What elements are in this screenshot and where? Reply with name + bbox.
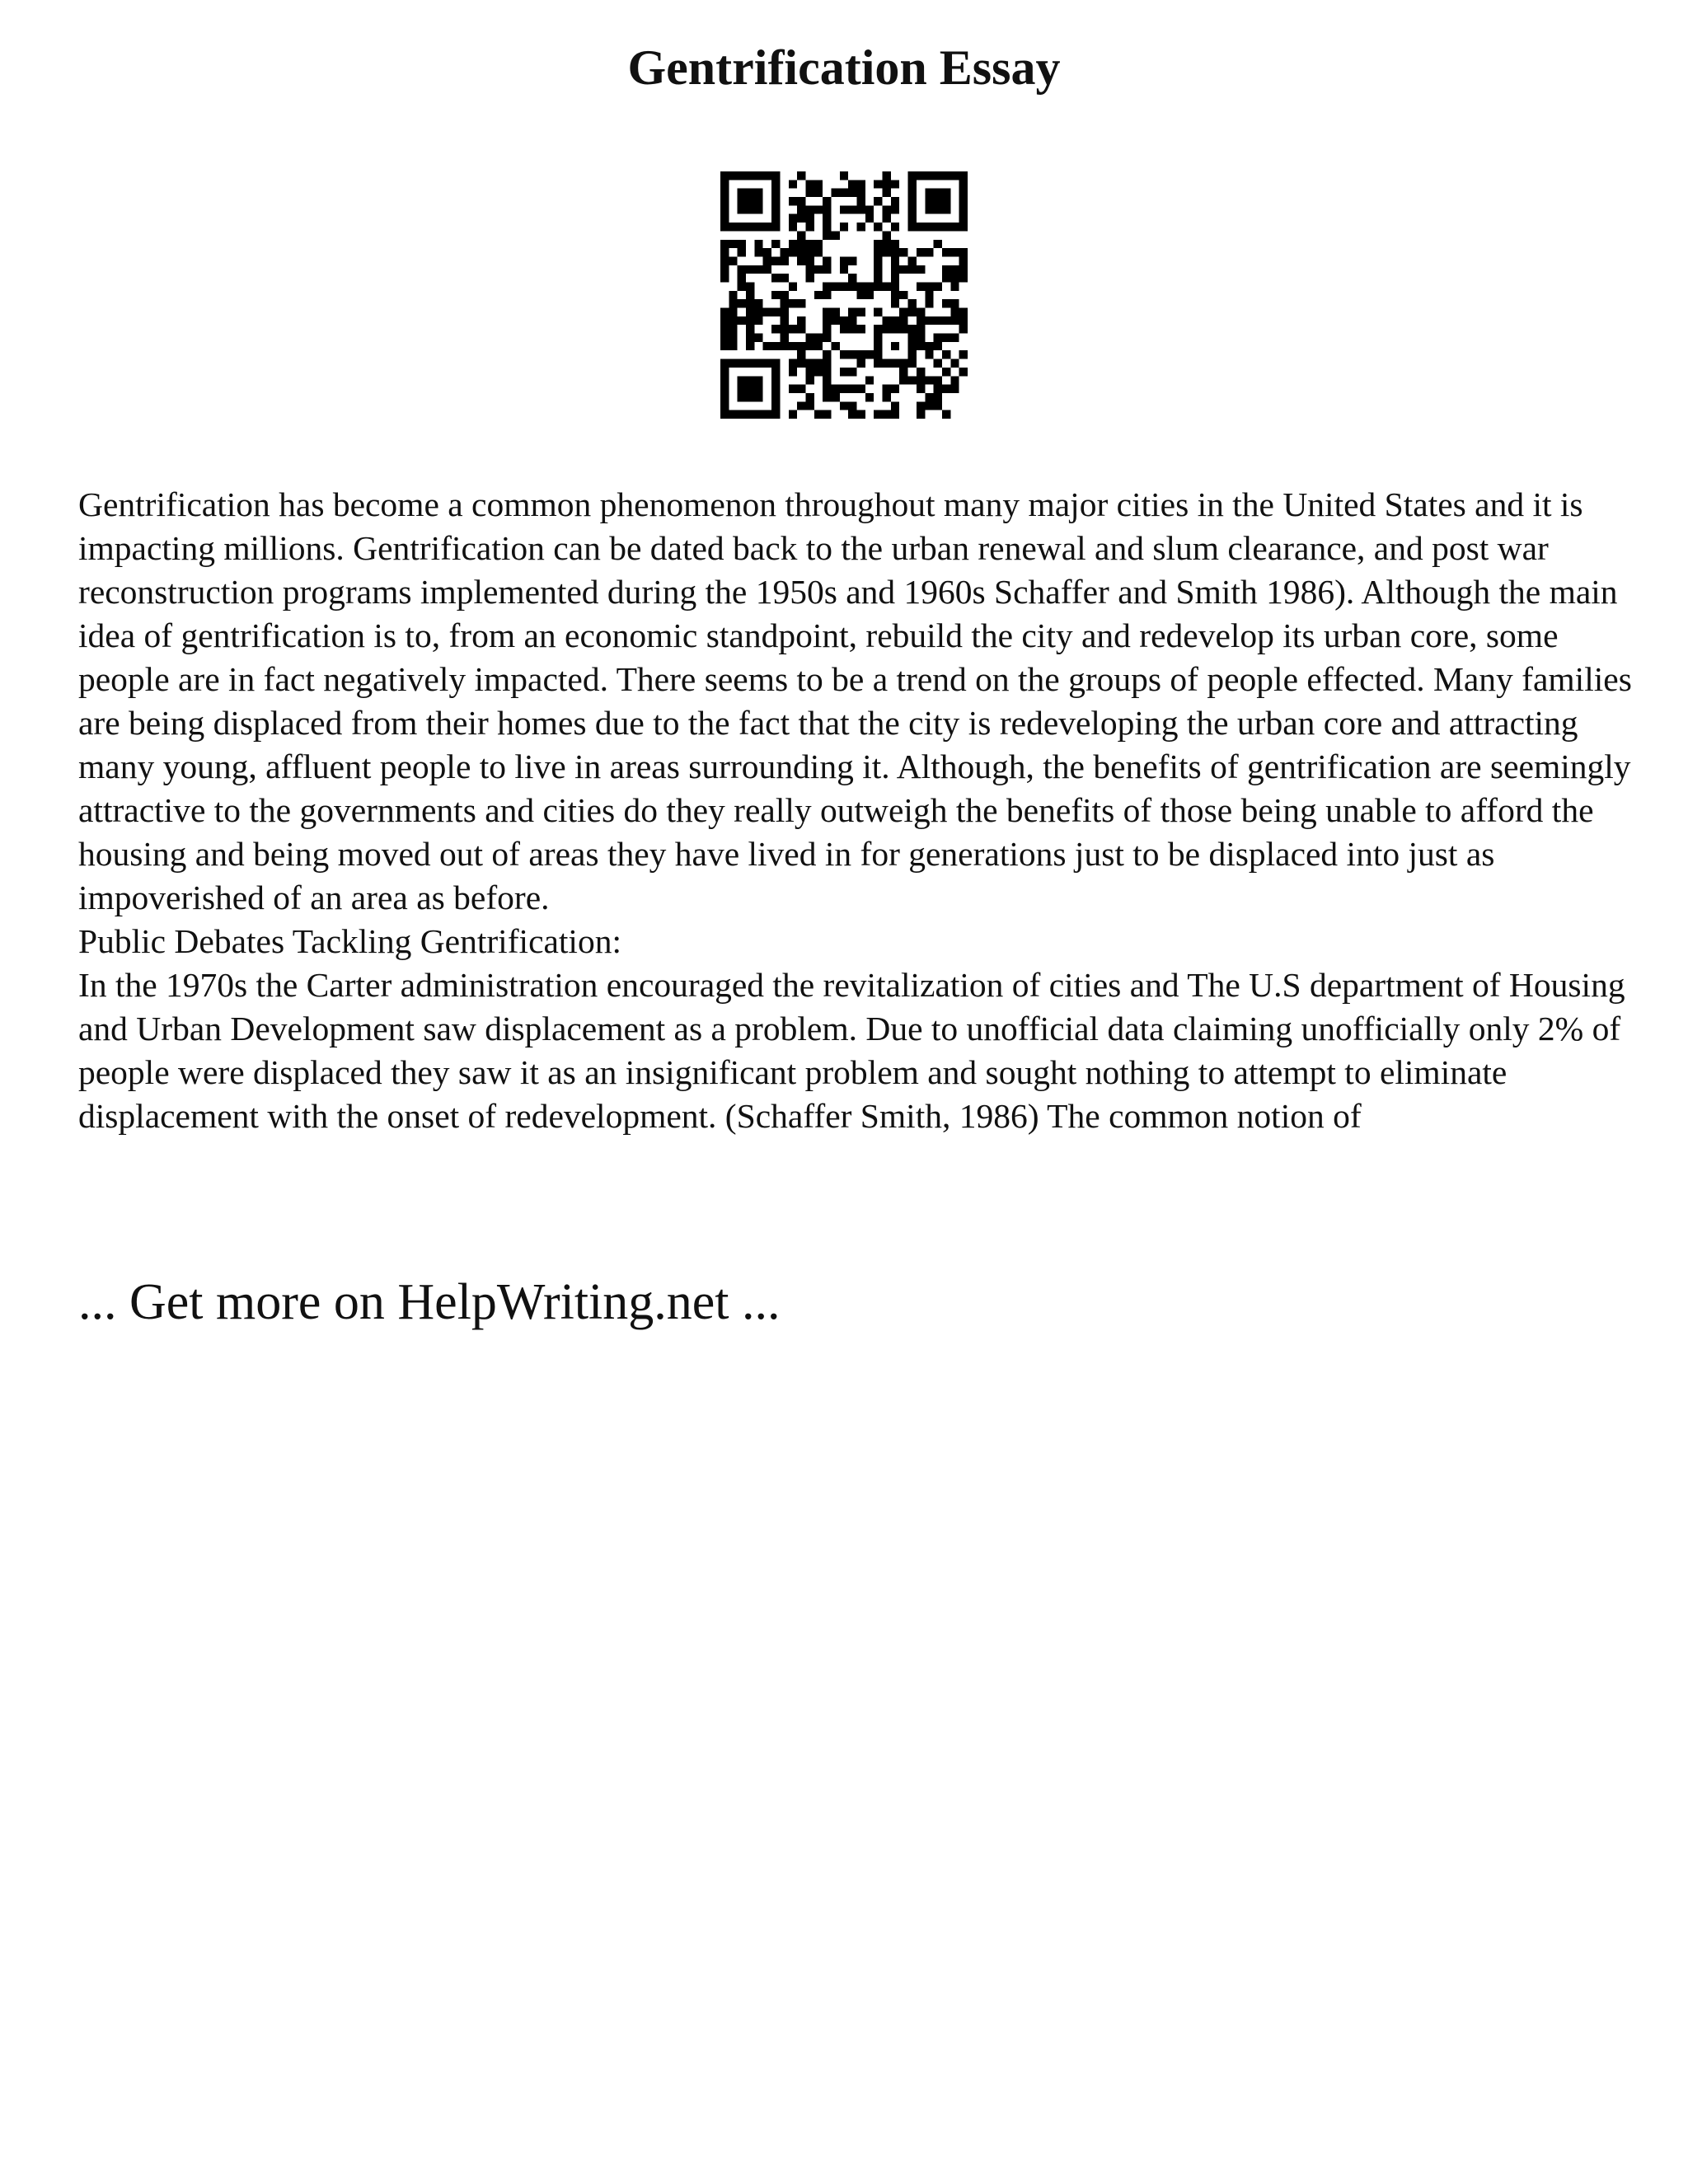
qr-code-icon [720, 171, 968, 419]
debate-paragraph: In the 1970s the Carter administration encouraged the revitalization of cities and The U.S department of Housing and Urban Development saw displacement as a problem. Due to unofficial data claiming unofficially only 2% of people were displaced they saw it as an insignificant problem and sought nothing to attempt to eliminate displacement with the onset of redevelopment. (Schaffer Smith, 1986) The common notion of [78, 966, 1625, 1135]
section-heading: Public Debates Tackling Gentrification: [78, 922, 621, 960]
get-more-link[interactable]: ... Get more on HelpWriting.net ... [78, 1274, 781, 1330]
page-title: Gentrification Essay [627, 40, 1061, 95]
intro-paragraph: Gentrification has become a common phenomenon throughout many major cities in the United States and it is impacting millions. Gentrification can be dated back to the urban renewal and slum clearance, and post war reconstruction programs implemented during the 1950s and 1960s Schaffer and Smith 1986). Although the main idea of gentrification is to, from an economic standpoint, rebuild the city and redevelop its urban core, some people are in fact negatively impacted. There seems to be a trend on the groups of people effected. Many families are being displaced from their homes due to the fact that the city is redeveloping the urban core and attracting many young, affluent people to live in areas surrounding it. Although, the benefits of gentrification are seemingly attractive to the governments and cities do they really outweigh the benefits of those being unable to afford the housing and being moved out of areas they have lived in for generations just to be displaced into just as impoverished of an area as before. [78, 485, 1632, 916]
essay-body [78, 483, 1644, 1138]
